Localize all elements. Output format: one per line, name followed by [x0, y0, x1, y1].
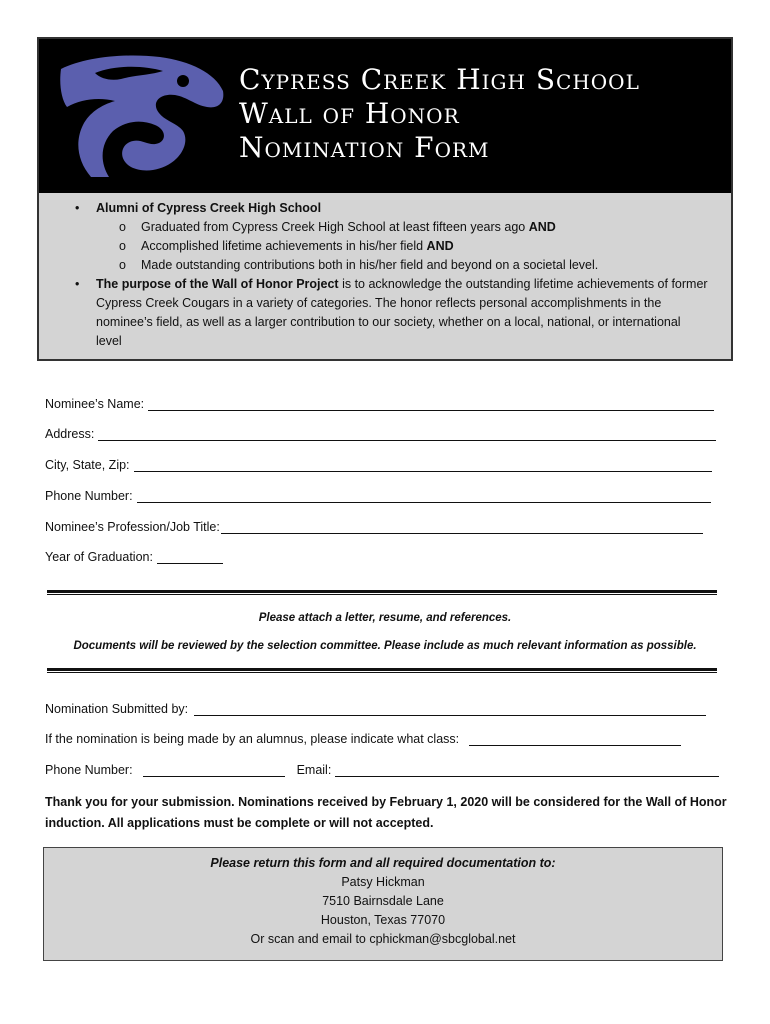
form-title: [239, 63, 640, 165]
criteria-sub-item: [39, 218, 731, 237]
graduation-year-input[interactable]: [157, 549, 223, 564]
return-street: 7510 Bairnsdale Lane: [322, 894, 444, 908]
return-address-box: [43, 847, 723, 961]
address-field: [45, 426, 716, 441]
divider-bottom: [47, 668, 717, 673]
sub-item-text: Graduated from Cypress Creek High School at least fifteen years ago: [141, 220, 529, 234]
address-label: Address:: [45, 427, 95, 441]
submitted-by-field: [45, 701, 706, 716]
title-line-2: Wall of Honor: [239, 97, 460, 130]
divider-top: [47, 590, 717, 595]
thank-you-note: Thank you for your submission. Nominations received by February 1, 2020 will be considered for the Wall of Honor induction. All applications must be complete or will not accepted.: [45, 795, 727, 830]
phone-field: [45, 488, 711, 503]
city-state-zip-input[interactable]: [134, 457, 712, 472]
alumnus-class-label: If the nomination is being made by an alumnus, please indicate what class:: [45, 732, 460, 746]
submitter-phone-label: Phone Number:: [45, 763, 133, 777]
nominee-name-input[interactable]: [148, 396, 714, 411]
bullet-icon: •: [75, 277, 80, 291]
sub-item-bold: AND: [426, 239, 454, 253]
submitter-email-input[interactable]: [335, 762, 719, 777]
cougar-head-logo-icon: [55, 51, 227, 181]
purpose-bold: The purpose of the Wall of Honor Project: [96, 277, 339, 291]
title-banner: [39, 39, 731, 193]
title-line-1: Cypress Creek High School: [239, 63, 640, 96]
criteria-sub-item: [39, 256, 731, 275]
alumnus-class-field: [45, 731, 681, 746]
profession-label: Nominee’s Profession/Job Title:: [45, 520, 220, 534]
circle-bullet-icon: o: [119, 220, 126, 234]
purpose-text: is to acknowledge the outstanding lifetime achievements of former Cypress Creek Cougars in a variety of categories. The honor reflects personal accomplishments in the nominee’s field, as well as a larger contribution to our society, whether on a local, national, or international level: [96, 277, 708, 348]
city-state-zip-field: [45, 457, 712, 472]
sub-item-bold: AND: [528, 220, 556, 234]
bullet-label: Alumni of Cypress Creek High School: [96, 201, 322, 215]
city-state-zip-label: City, State, Zip:: [45, 458, 130, 472]
graduation-year-field: [45, 549, 223, 564]
return-email-line: Or scan and email to cphickman@sbcglobal.net: [250, 932, 516, 946]
circle-bullet-icon: o: [119, 258, 126, 272]
circle-bullet-icon: o: [119, 239, 126, 253]
criteria-sub-item: [39, 237, 731, 256]
address-input[interactable]: [98, 426, 716, 441]
attach-note: Please attach a letter, resume, and references.: [258, 612, 512, 624]
submitter-email-label: Email:: [296, 763, 332, 777]
criteria-bullet-alumni: [39, 199, 731, 218]
phone-label: Phone Number:: [45, 489, 133, 503]
submitter-phone-input[interactable]: [143, 762, 285, 777]
header-panel: [37, 37, 733, 361]
submitted-by-label: Nomination Submitted by:: [45, 702, 189, 716]
sub-item-text: Accomplished lifetime achievements in his/her field: [141, 239, 427, 253]
bullet-icon: •: [75, 201, 80, 215]
phone-input[interactable]: [137, 488, 711, 503]
submitter-contact-field: [45, 762, 719, 777]
criteria-section: [39, 199, 731, 351]
review-note: Documents will be reviewed by the selection committee. Please include as much relevant information as possible.: [73, 640, 697, 652]
return-heading: Please return this form and all required documentation to:: [210, 856, 556, 870]
return-city: Houston, Texas 77070: [320, 913, 446, 927]
title-line-3: Nomination Form: [239, 131, 490, 164]
return-name: Patsy Hickman: [341, 875, 425, 889]
graduation-year-label: Year of Graduation:: [45, 550, 153, 564]
sub-item-text: Made outstanding contributions both in his/her field and beyond on a societal level.: [141, 258, 599, 272]
nominee-name-label: Nominee’s Name:: [45, 397, 145, 411]
criteria-bullet-purpose: [39, 275, 731, 351]
alumnus-class-input[interactable]: [469, 731, 681, 746]
submitted-by-input[interactable]: [194, 701, 706, 716]
profession-field: [45, 519, 703, 534]
profession-input[interactable]: [221, 519, 703, 534]
nominee-name-field: [45, 396, 714, 411]
